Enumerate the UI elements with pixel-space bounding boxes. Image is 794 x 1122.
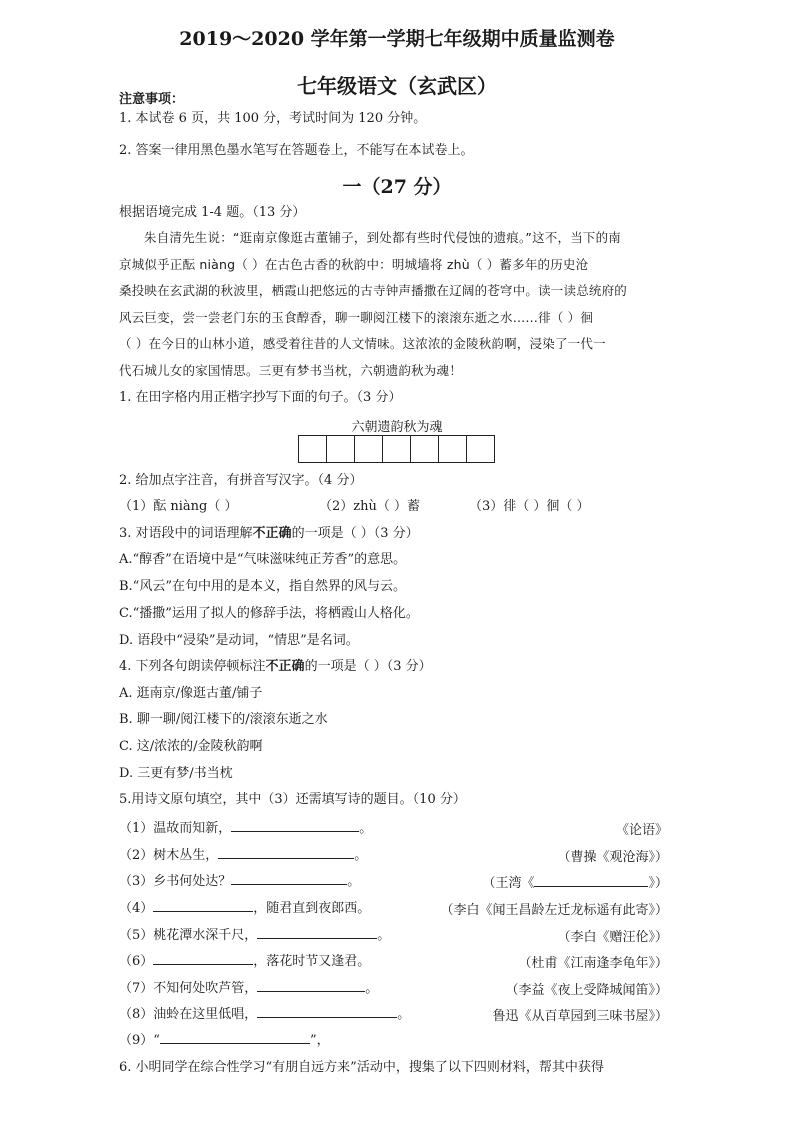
q5-line-2: （2）树木丛生， 。 bbox=[119, 848, 368, 863]
answer-blank[interactable] bbox=[257, 1005, 397, 1018]
q2-item-3: （3）徘（ ）徊（ ） bbox=[469, 499, 590, 514]
paragraph-line: 朱自清先生说：“逛南京像逛古董铺子，到处都有些时代侵蚀的遗痕。”这不，当下的南 bbox=[144, 230, 622, 245]
q4-option-a: A. 逛南京/像逛古董/铺子 bbox=[119, 686, 263, 701]
q5-source-1: 《论语》 bbox=[615, 823, 668, 838]
paragraph-line: 京城似乎正酝 niàng（ ）在古色古香的秋韵中：明城墙将 zhù（ ）蓄多年的历史沧 bbox=[119, 256, 589, 272]
paragraph-line: 桑投映在玄武湖的秋波里，栖霞山把悠远的古寺钟声播撒在辽阔的苍穹中。读一读总统府的 bbox=[119, 283, 628, 298]
q2-items bbox=[119, 499, 590, 515]
q2-text: 2. 给加点字注音，有拼音写汉字。（4 分） bbox=[119, 473, 363, 488]
q5-line-6: （6） ，落花时节又逢君。 bbox=[119, 954, 371, 969]
q5-source-2: （曹操《观沧海》） bbox=[557, 850, 668, 865]
q5-text: 5.用诗文原句填空，其中（3）还需填写诗的题目。（10 分） bbox=[119, 792, 466, 807]
paragraph-line: 风云巨变，尝一尝老门东的玉食醇香，聊一聊阅江楼下的滚滚东逝之水……徘（ ）徊 bbox=[119, 309, 594, 325]
q5-source-8: 鲁迅《从百草园到三味书屋》） bbox=[492, 1009, 668, 1024]
q3-option-d: D. 语段中“浸染”是动词，“情思”是名词。 bbox=[119, 633, 359, 648]
answer-blank[interactable] bbox=[160, 1031, 310, 1044]
note-item-1: 1. 本试卷 6 页，共 100 分，考试时间为 120 分钟。 bbox=[119, 111, 427, 126]
q4-option-b: B. 聊一聊/阅江楼下的/滚滚东逝之水 bbox=[119, 712, 328, 727]
grid-cell[interactable] bbox=[411, 436, 439, 462]
grid-cell[interactable] bbox=[383, 436, 411, 462]
q5-line-9: （9）“ ”， bbox=[119, 1033, 330, 1048]
q5-source-4: （李白《闻王昌龄左迁龙标遥有此寄》） bbox=[440, 903, 668, 918]
answer-blank[interactable] bbox=[231, 819, 359, 832]
q5-line-7: （7）不知何处吹芦管， 。 bbox=[119, 981, 379, 996]
q4-option-c: C. 这/浓浓的/金陵秋韵啊 bbox=[119, 739, 263, 754]
q1-text: 1. 在田字格内用正楷字抄写下面的句子。（3 分） bbox=[119, 390, 402, 405]
answer-blank[interactable] bbox=[231, 872, 347, 885]
answer-blank[interactable] bbox=[153, 899, 253, 912]
q3-option-c: C.“播撒”运用了拟人的修辞手法，将栖霞山人格化。 bbox=[119, 606, 419, 621]
section-heading: 一（27 分） bbox=[342, 176, 452, 198]
q5-source-3: （王湾《 》） bbox=[482, 876, 668, 891]
q5-line-3: （3）乡书何处达？ 。 bbox=[119, 874, 361, 889]
q3-option-a: A.“醇香”在语境中是“气味滋味纯正芳香”的意思。 bbox=[119, 552, 407, 567]
paragraph-line: 代石城儿女的家国情思。三更有梦书当枕，六朝遗韵秋为魂！ bbox=[119, 362, 462, 378]
q4-option-d: D. 三更有梦/书当枕 bbox=[119, 766, 233, 781]
paragraph-line: （ ）在今日的山林小道，感受着往昔的人文情味。这浓浓的金陵秋韵啊，浸染了一代一 bbox=[119, 336, 606, 351]
q6-text: 6. 小明同学在综合性学习“有朋自远方来”活动中，搜集了以下四则材料，帮其中获得 bbox=[119, 1060, 604, 1075]
exam-title: 2019～2020 学年第一学期七年级期中质量监测卷 bbox=[179, 28, 615, 50]
q5-line-1: （1）温故而知新， 。 bbox=[119, 821, 373, 836]
note-item-2: 2. 答案一律用黑色墨水笔写在答题卷上，不能写在本试卷上。 bbox=[119, 143, 474, 158]
q1-sentence: 六朝遗韵秋为魂 bbox=[351, 420, 443, 435]
exam-subtitle: 七年级语文（玄武区） bbox=[297, 74, 497, 98]
grid-cell[interactable] bbox=[467, 436, 495, 462]
notes-label: 注意事项： bbox=[119, 92, 185, 107]
q5-line-8: （8）油蛉在这里低唱， 。 bbox=[119, 1007, 411, 1022]
q4-text: 4. 下列各句朗读停顿标注不正确的一项是（ ）（3 分） bbox=[119, 659, 432, 674]
answer-blank[interactable] bbox=[257, 979, 365, 992]
grid-cell[interactable] bbox=[355, 436, 383, 462]
grid-cell[interactable] bbox=[327, 436, 355, 462]
q2-item-1: （1）酝 niàng（ ） bbox=[119, 499, 238, 514]
q5-line-4: （4） ，随君直到夜郎西。 bbox=[119, 901, 371, 916]
q5-source-7: （李益《夜上受降城闻笛》） bbox=[505, 983, 668, 998]
q5-line-5: （5）桃花潭水深千尺， 。 bbox=[119, 928, 391, 943]
q3-option-b: B.“风云”在句中用的是本义，指自然界的风与云。 bbox=[119, 579, 406, 594]
answer-blank[interactable] bbox=[153, 952, 253, 965]
q3-text: 3. 对语段中的词语理解不正确的一项是（ ）（3 分） bbox=[119, 526, 419, 541]
context-paragraph bbox=[119, 225, 675, 384]
grid-cell[interactable] bbox=[439, 436, 467, 462]
answer-blank[interactable] bbox=[257, 926, 377, 939]
q4-emphasis: 不正确 bbox=[265, 659, 305, 674]
answer-blank[interactable] bbox=[218, 846, 354, 859]
tianzige-grid[interactable] bbox=[298, 435, 495, 463]
q5-source-6: （杜甫《江南逢李龟年》） bbox=[518, 956, 668, 971]
title-blank[interactable] bbox=[534, 874, 648, 887]
q2-item-2: （2）zhù（ ）蓄 bbox=[319, 499, 420, 514]
grid-cell[interactable] bbox=[299, 436, 327, 462]
q3-emphasis: 不正确 bbox=[252, 526, 292, 541]
q5-source-5: （李白《赠汪伦》） bbox=[557, 930, 668, 945]
context-intro: 根据语境完成 1-4 题。（13 分） bbox=[119, 205, 306, 220]
